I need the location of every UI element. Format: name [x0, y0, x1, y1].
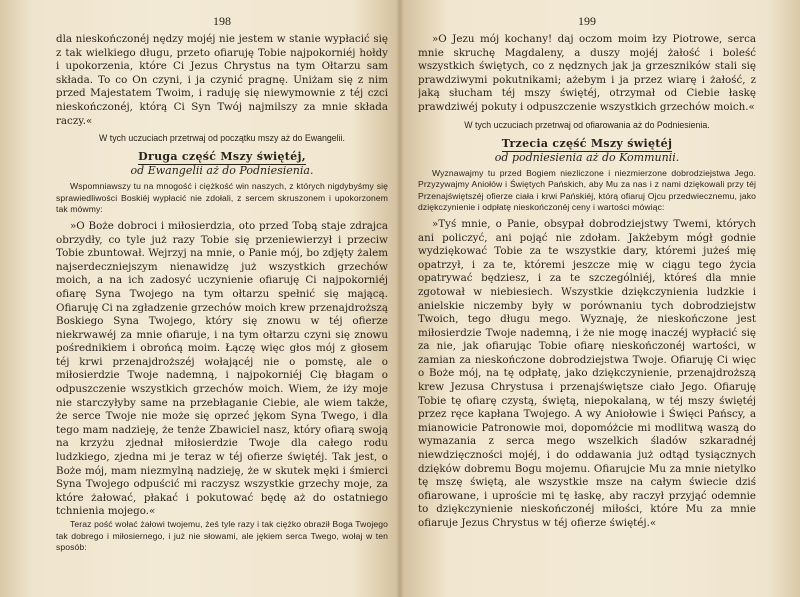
right-rubric: W tych uczuciach przetrwaj od ofiarowania aż do Podniesienia.: [464, 119, 710, 130]
left-rubric: W tych uczuciach przetrwaj od początku mszy aż do Ewangelii.: [99, 133, 345, 144]
right-paragraph-1: »O Jezu mój kochany! daj oczom moim łzy Piotrowe, serca mnie skruchę Magdaleny, a duszy mojéj żałość i boleść wszystkich świętych, co z nędznych jak ja grzeszników stali się prawdziwymi pokutnikami; ażebym i ja przez wiarę i żałość, z jaką słucham téj mszy świętéj, otrzymał od Ciebie łaskę prawdziwéj pokuty i odpuszczenie wszystkich grzechów moich.«: [418, 33, 756, 113]
section-title-third-part-text: Trzecia część Mszy świętéj: [501, 136, 673, 150]
section-subtitle-third-part: od podniesienia aż do Kommunii.: [494, 150, 680, 164]
left-paragraph-1: dla nieskończonéj nędzy mojéj nie jestem w stanie wypłacić się z tak wielkiego długu, przeto ofiaruję Tobie najpokorniéj hołdy i upokorzenia, które Ci Jezus Chrystus na tym Ołtarzu sam składa. To co On czyni, i ja czynić pragnę. Uniżam się z nim przed Majestatem Twoim, i raduję się niewymownie z téj czci nieskończonéj, którą Ci Syn Twój najmilszy za mnie składa raczy.«: [56, 33, 388, 127]
left-page: [56, 14, 388, 589]
right-intro: Wyznawajmy tu przed Bogiem niezliczone i niezmierzone dobrodziejstwa Jego. Przyzywajmy Aniołów i Świętych Pańskich, aby Mu za nas i z nami dziękowali przy téj Przenajświętszéj ofierze ciała i krwi Pańskiéj, którą ofiaruj Ojcu przedwiecznemu, jako dziękczynienie i odpłatę nieskończonéj ceny i wartości mówiąc:: [418, 167, 756, 213]
section-subtitle-second-part: od Ewangelii aż do Podniesienia.: [130, 164, 314, 178]
left-prayer: »O Boże dobroci i miłosierdzia, oto przed Tobą staje zdrajca obrzydły, co tyle już razy Tobie się przeniewierzył i przeciw Tobie zbuntował. Wejrzyj na mnie, o Panie mój, bo zdjęty żalem najserdeczniejszym nienawidzę już wszystkich grzechów moich, a na ich zadosyć uczynienie ofiaruję Ci najpokorniéj ofiarę Syna Twojego na tym ołtarzu spełnić się mającą. Ofiaruję Ci na zgładzenie grzechów moich krew przenajdroższą Boskiego Syna Twojego, który się znowu w téj ofierze niekrwawéj za mnie ofiaruje, i na tym ołtarzu czyni się znowu pośrednikiem i obrońcą moim. Łączę więc głos mój z głosem téj krwi przenajdroższéj wołającéj nie o pomstę, ale o miłosierdzie Twoje nademną, i najpokorniéj Cię błagam o odpuszczenie wszystkich grzechów moich. Wiem, że iży moje nie starczyłyby same na przebłaganie Ciebie, ale wiem także, że serce Twoje nie może się oprzeć jękom Syna Twego, i dla tego mam nadzieję, że tenże Zbawiciel nasz, który ofiarą swoją na krzyżu zjednał miłosierdzie Twoje dla całego rodu ludzkiego, zjedna mi je teraz w téj ofierze świętéj. Tak jest, o Boże mój, mam niezmylną nadzieję, że w skutek męki i śmierci Syna Twojego odpuścić mi raczysz wszystkie grzechy moje, za które żałować, płakać i pokutować będę aż do ostatniego tchnienia mojego.«: [56, 219, 388, 518]
page-number-right: 199: [578, 14, 596, 28]
right-prayer: »Tyś mnie, o Panie, obsypał dobrodziejstwy Twemi, których ani policzyć, ani pojąć nie zdołam. Jakżebym mógł godnie wydziękować Tobie za te wszystkie dary, któremi jużeś mię opatrzył, i za te, któremi jeszcze mię w ciągu tego życia opatrywać będziesz, i za te szczególniéj, któreś dla mnie zgotował w niebiesiech. Wszystkie dziękczynienia ludzkie i anielskie niczemby były w porównaniu tych dobrodziejstw Twoich, tego długu mego. Wyznaję, że nieskończone jest miłosierdzie Twoje nademną, i że nie mogę inaczéj wypłacić się za nie, jak ofiarując Tobie ofiarę nieskończonéj wartości, w zamian za nieskończone dobrodziejstwa Twoje. Ofiaruję Ci więc o Boże mój, na tę odpłatę, jako dziękczynienie, przenajdroższą krew Jezusa Chrystusa i przenajświętsze ciało Jego. Ofiaruję Tobie tę ofiarę czystą, świętą, niepokalaną, w téj mszy świętéj przez ręce kapłana Twojego. A wy Aniołowie i Święci Pańscy, a mianowicie Patronowie moi, dopomóżcie mi modlitwą waszą do wymazania z serca mego wszelkich śladów szkaradnéj niewdzięczności mojéj, i do oddawania już odtąd tysiącznych dzięków dobremu Bogu mojemu. Ofiarujcie Mu za mnie nietylko tę mszę świętą, ale wszystkie msze na całym świecie dziś ofiarowane, i uproście mi tę łaskę, aby raczył przyjąć odemnie to dziękczynienie nieskończonéj miłości, które Mu za mnie ofiaruje Jezus Chrystus w téj ofierze świętéj.«: [418, 217, 756, 529]
section-title-second-part-text: Druga część Mszy świętéj,: [138, 150, 306, 164]
right-page: [418, 14, 756, 589]
page-number-left: 198: [213, 14, 231, 28]
left-intro: Wspomniawszy tu na mnogość i ciężkość win naszych, z których nigdybyśmy się sprawiedliwości Boskiéj wypłacić nie zdołali, z sercem skruszonem i upokorzonem tak mówmy:: [56, 181, 388, 215]
section-title-third-part: [418, 137, 756, 150]
left-closing: Teraz pość wołać żałowi twojemu, żeś tyle razy i tak ciężko obraził Boga Twojego tak dobrego i miłosiernego, i już nie słowami, ale jękiem serca Twego, wołaj w ten sposób:: [56, 519, 388, 553]
section-title-second-part: [56, 150, 388, 163]
